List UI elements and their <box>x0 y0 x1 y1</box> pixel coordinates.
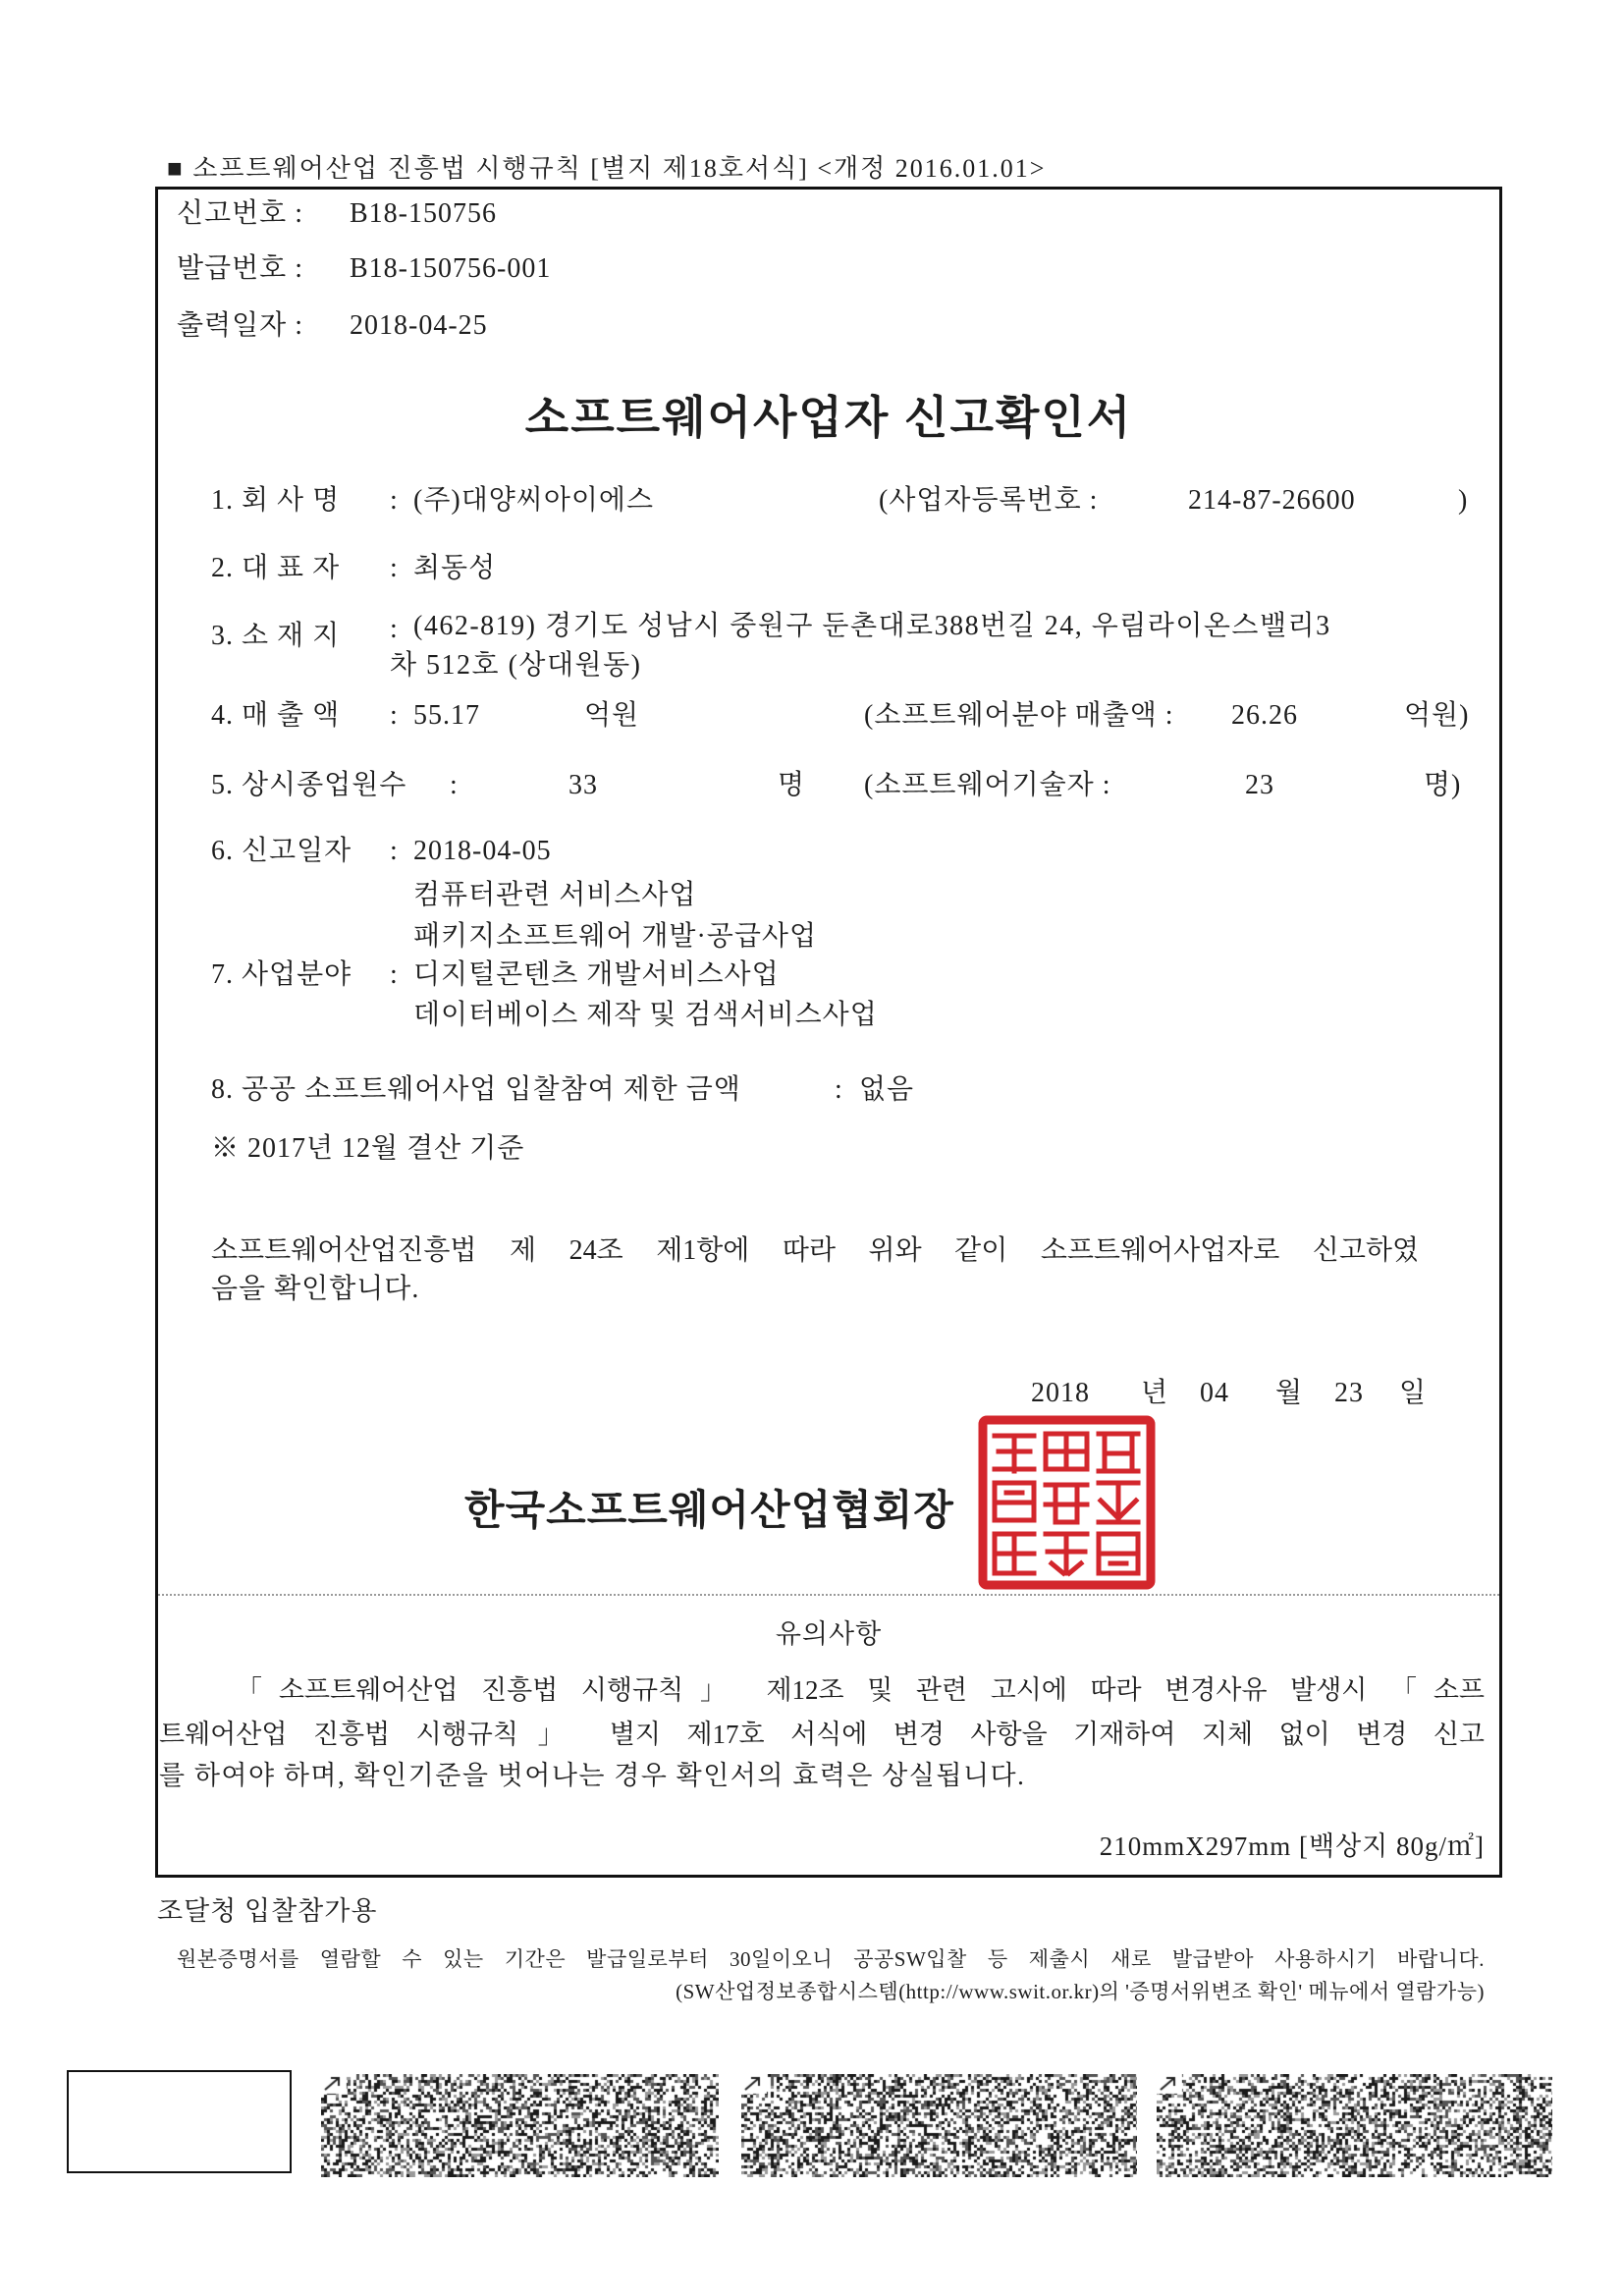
procurement-purpose: 조달청 입찰참가용 <box>157 1896 378 1926</box>
employees-unit: 명 <box>778 770 806 800</box>
representative-label: 2. 대 표 자 <box>211 553 341 583</box>
notice-divider <box>158 1594 1499 1596</box>
report-number-label: 신고번호 : <box>177 198 303 229</box>
verification-code-2 <box>741 2074 1137 2177</box>
business-field-item: 패키지소프트웨어 개발·공급사업 <box>413 921 817 952</box>
business-reg-close: ) <box>1458 485 1469 516</box>
sales-label: 4. 매 출 액 <box>211 700 341 731</box>
bid-limit-label: 8. 공공 소프트웨어사업 입찰참여 제한 금액 <box>211 1074 741 1105</box>
business-fields-colon: : <box>390 959 399 990</box>
report-number-value: B18-150756 <box>350 198 497 229</box>
company-label: 1. 회 사 명 <box>211 485 341 516</box>
report-date-colon: : <box>390 836 399 866</box>
address-label: 3. 소 재 지 <box>211 621 341 651</box>
issue-year-unit: 년 <box>1141 1378 1169 1408</box>
print-date-label: 출력일자 : <box>177 310 303 341</box>
address-colon: : <box>390 614 399 644</box>
sw-engineers-unit: 명) <box>1424 770 1462 800</box>
address-line-1: (462-819) 경기도 성남시 중원구 둔촌대로388번길 24, 우림라이온스밸리3 <box>413 611 1331 641</box>
business-field-item: 디지털콘텐츠 개발서비스사업 <box>413 959 780 990</box>
employees-colon: : <box>450 770 459 800</box>
form-reference: ■ 소프트웨어산업 진흥법 시행규칙 [별지 제18호서식] <개정 2016.01.01> <box>167 154 1047 183</box>
association-seal <box>977 1414 1157 1591</box>
bid-limit-value: 없음 <box>859 1074 915 1105</box>
settlement-basis-note: ※ 2017년 12월 결산 기준 <box>211 1133 525 1164</box>
employees-value: 33 <box>568 770 598 800</box>
issue-month: 04 <box>1200 1378 1229 1408</box>
sw-engineers-label: (소프트웨어기술자 : <box>864 770 1111 800</box>
sales-value: 55.17 <box>413 700 480 731</box>
representative-name: 최동성 <box>413 553 497 583</box>
notice-line: 를 하여야 하며, 확인기준을 벗어나는 경우 확인서의 효력은 상실됩니다. <box>159 1761 1026 1790</box>
verification-code-1 <box>321 2074 719 2177</box>
report-date-value: 2018-04-05 <box>413 836 552 866</box>
blank-box <box>67 2070 292 2173</box>
sw-sales-value: 26.26 <box>1231 700 1298 731</box>
sales-colon: : <box>390 700 399 731</box>
company-name: (주)대양씨아이에스 <box>413 485 655 516</box>
business-field-item: 컴퓨터관련 서비스사업 <box>413 880 697 910</box>
notice-line: 「소프트웨어산업 진흥법 시행규칙」 제12조 및 관련 고시에 따라 변경사유 발생시 「소프 <box>236 1675 1485 1705</box>
business-fields-label: 7. 사업분야 <box>211 959 352 990</box>
bid-limit-colon: : <box>835 1074 843 1105</box>
issue-day: 23 <box>1334 1378 1364 1408</box>
issue-number-label: 발급번호 : <box>177 253 303 284</box>
report-date-label: 6. 신고일자 <box>211 836 352 866</box>
confirmation-statement-line: 음을 확인합니다. <box>211 1274 420 1304</box>
business-reg-label: (사업자등록번호 : <box>879 485 1099 516</box>
employees-label: 5. 상시종업원수 <box>211 770 407 800</box>
notice-line: 트웨어산업 진흥법 시행규칙」 별지 제17호 서식에 변경 사항을 기재하여 지체 없이 변경 신고 <box>159 1720 1485 1749</box>
confirmation-statement-line: 소프트웨어산업진흥법 제 24조 제1항에 따라 위와 같이 소프트웨어사업자로 신고하였 <box>211 1235 1419 1266</box>
issue-year: 2018 <box>1031 1378 1090 1408</box>
print-date-value: 2018-04-25 <box>350 310 488 341</box>
issue-month-unit: 월 <box>1275 1378 1304 1408</box>
verification-note: (SW산업정보종합시스템(http://www.swit.or.kr)의 '증명서위변조 확인' 메뉴에서 열람가능) <box>676 1980 1485 2003</box>
issue-day-unit: 일 <box>1399 1378 1428 1408</box>
notice-heading: 유의사항 <box>775 1619 883 1649</box>
representative-colon: : <box>390 553 399 583</box>
issue-number-value: B18-150756-001 <box>350 253 552 284</box>
business-field-item: 데이터베이스 제작 및 검색서비스사업 <box>413 1000 878 1030</box>
sw-engineers-value: 23 <box>1245 770 1274 800</box>
sw-sales-unit: 억원) <box>1404 700 1470 731</box>
validity-note: 원본증명서를 열람할 수 있는 기간은 발급일로부터 30일이오니 공공SW입찰 등 제출시 새로 발급받아 사용하시기 바랍니다. <box>177 1947 1485 1971</box>
sales-unit: 억원 <box>584 700 640 731</box>
issuer-name: 한국소프트웨어산업협회장 <box>464 1487 954 1533</box>
business-reg-number: 214-87-26600 <box>1188 485 1356 516</box>
address-line-2: 차 512호 (상대원동) <box>390 650 642 681</box>
paper-size-note: 210mmX297mm [백상지 80g/㎡] <box>1099 1831 1485 1861</box>
document-title: 소프트웨어사업자 신고확인서 <box>524 392 1133 443</box>
verification-code-3 <box>1157 2074 1552 2177</box>
company-colon: : <box>390 485 399 516</box>
sw-sales-label: (소프트웨어분야 매출액 : <box>864 700 1174 731</box>
